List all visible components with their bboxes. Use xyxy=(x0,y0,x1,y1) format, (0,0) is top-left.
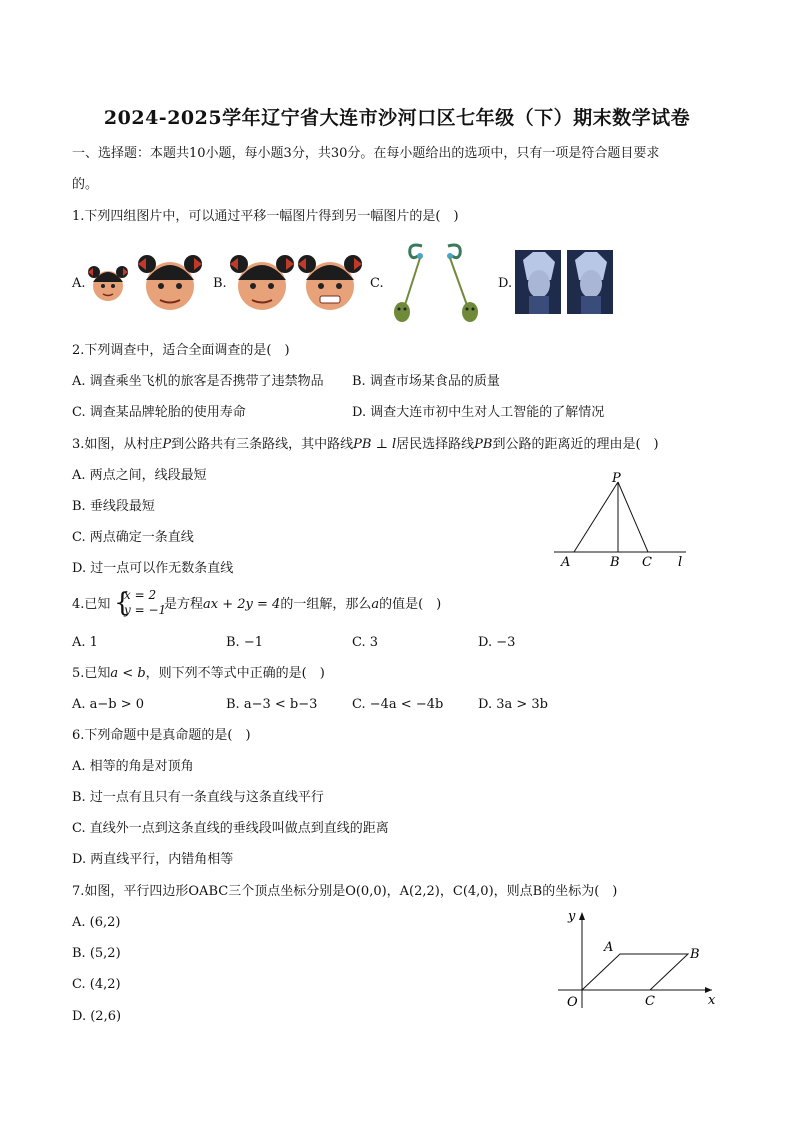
character-right-grin-icon xyxy=(298,255,362,310)
q7-option-d: D. (2,6) xyxy=(72,1009,122,1024)
point-c-label: C xyxy=(645,994,655,1009)
q1-option-d-image xyxy=(515,250,613,314)
point-a-label: A xyxy=(604,940,614,955)
q1-option-d-label: D. xyxy=(498,276,513,291)
page-title: 2024-2025学年辽宁省大连市沙河口区七年级（下）期末数学试卷 xyxy=(103,107,691,129)
character-left-icon xyxy=(230,255,294,310)
point-b-label: B xyxy=(690,947,700,962)
q5-option-d: D. 3a > 3b xyxy=(478,697,548,712)
q4-option-b: B. −1 xyxy=(226,635,263,650)
q5-option-b: B. a−3 < b−3 xyxy=(226,697,318,712)
segment-pa xyxy=(574,482,618,552)
q6-option-b: B. 过一点有且只有一条直线与这条直线平行 xyxy=(72,790,324,805)
portrait-right-icon xyxy=(567,250,613,314)
q6-option-a: A. 相等的角是对顶角 xyxy=(72,759,194,774)
q1-option-b-label: B. xyxy=(213,276,227,291)
q3-option-a: A. 两点之间，线段最短 xyxy=(72,468,207,483)
q1-stem: 1.下列四组图片中，可以通过平移一幅图片得到另一幅图片的是( ) xyxy=(72,209,459,224)
q1-option-c-label: C. xyxy=(370,276,384,291)
y-axis-label: y xyxy=(568,909,576,924)
q6-option-c: C. 直线外一点到这条直线的垂线段叫做点到直线的距离 xyxy=(72,821,389,836)
q7-option-a: A. (6,2) xyxy=(72,915,121,930)
q3-figure xyxy=(548,468,696,572)
x-axis-label: x xyxy=(708,993,716,1008)
parallelogram-oabc xyxy=(582,954,688,990)
q4-stem: 4.已知 xyxy=(72,597,111,612)
q5-stem: 5.已知a < b，则下列不等式中正确的是( ) xyxy=(72,666,325,681)
staff-creature-right-icon xyxy=(447,245,478,322)
point-b-label: B xyxy=(610,555,620,570)
q2-stem: 2.下列调查中，适合全面调查的是( ) xyxy=(72,343,290,358)
q4-option-d: D. −3 xyxy=(478,635,516,650)
staff-creature-left-icon xyxy=(394,245,423,322)
q4-eq1: x = 2 xyxy=(124,588,157,602)
q4-option-a: A. 1 xyxy=(72,635,98,650)
q5-option-a: A. a−b > 0 xyxy=(72,697,145,712)
q5-option-c: C. −4a < −4b xyxy=(352,697,444,712)
q3-option-d: D. 过一点可以作无数条直线 xyxy=(72,561,234,576)
q7-figure xyxy=(552,904,724,1016)
q1-option-a-label: A. xyxy=(72,276,86,291)
section-instructions-line1: 一、选择题：本题共10小题，每小题3分，共30分。在每小题给出的选项中，只有一项是符合题目要求 xyxy=(72,146,660,161)
character-large-icon xyxy=(138,255,202,310)
point-p-label: P xyxy=(612,471,621,486)
q3-stem: 3.如图，从村庄P到公路共有三条路线，其中路线PB ⊥ l居民选择路线PB到公路的距离近的理由是( ) xyxy=(72,437,659,452)
q1-option-c-image xyxy=(386,238,490,330)
q6-option-d: D. 两直线平行，内错角相等 xyxy=(72,852,234,867)
q1-option-b-image xyxy=(228,250,364,316)
q4-option-c: C. 3 xyxy=(352,635,379,650)
segment-pc xyxy=(618,482,648,552)
section-instructions-line2: 的。 xyxy=(72,177,99,192)
q4-eq2: y = −1 xyxy=(124,603,167,617)
portrait-left-icon xyxy=(515,250,561,314)
point-a-label: A xyxy=(561,555,571,570)
q7-option-c: C. (4,2) xyxy=(72,977,121,992)
q4-stem-rest: 是方程ax + 2y = 4的一组解，那么a的值是( ) xyxy=(164,597,442,612)
q6-stem: 6.下列命题中是真命题的是( ) xyxy=(72,728,251,743)
q4-brace-icon: { xyxy=(114,588,131,618)
character-small-icon xyxy=(88,266,128,301)
q2-option-a: A. 调查乘坐飞机的旅客是否携带了违禁物品 xyxy=(72,374,324,389)
q2-option-c: C. 调查某品牌轮胎的使用寿命 xyxy=(72,405,246,420)
q1-option-a-image xyxy=(84,250,214,316)
y-axis-arrow-icon xyxy=(579,912,585,920)
q7-stem: 7.如图，平行四边形OABC三个顶点坐标分别是O(0,0)，A(2,2)，C(4,0)，则点B的坐标为( ) xyxy=(72,884,618,899)
point-o-label: O xyxy=(567,995,578,1010)
q3-option-c: C. 两点确定一条直线 xyxy=(72,530,194,545)
point-c-label: C xyxy=(642,555,652,570)
q2-option-b: B. 调查市场某食品的质量 xyxy=(352,374,500,389)
q2-option-d: D. 调查大连市初中生对人工智能的了解情况 xyxy=(352,405,605,420)
q3-option-b: B. 垂线段最短 xyxy=(72,499,155,514)
q7-option-b: B. (5,2) xyxy=(72,946,121,961)
line-l-label: l xyxy=(678,555,683,570)
